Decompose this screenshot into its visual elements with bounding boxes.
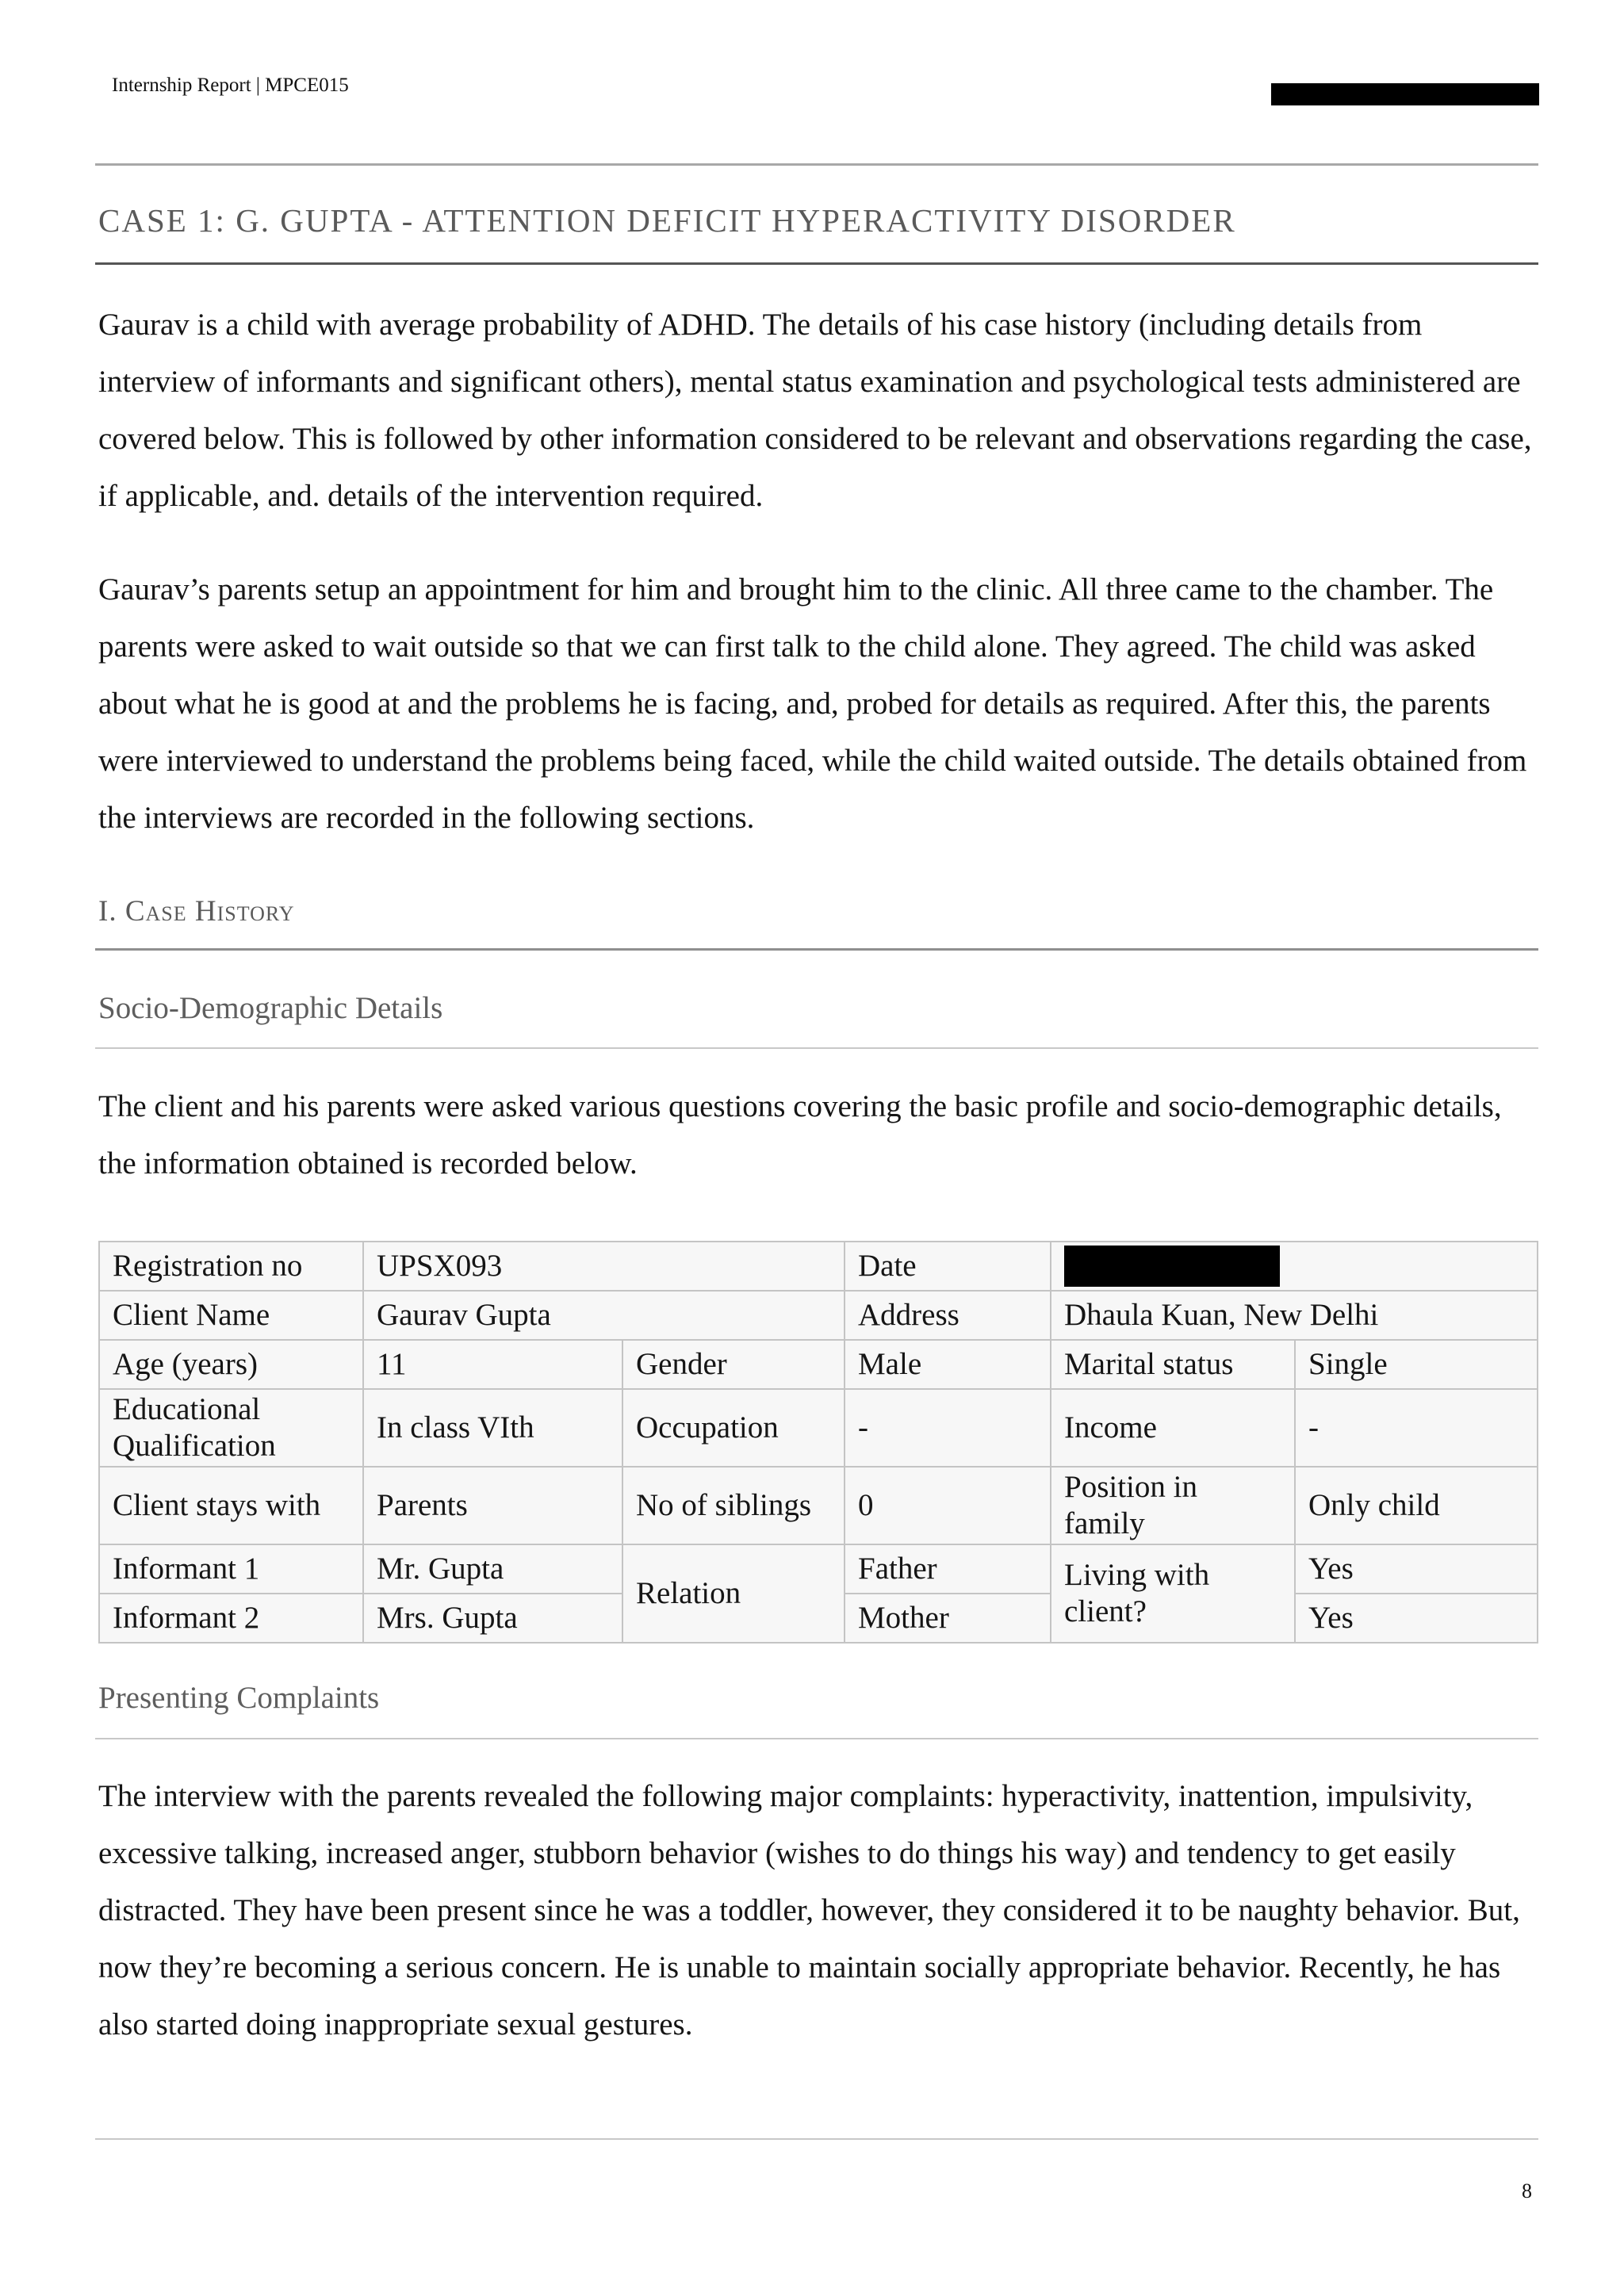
date-value bbox=[1051, 1242, 1538, 1291]
living-1-value: Yes bbox=[1295, 1544, 1538, 1594]
occupation-label: Occupation bbox=[622, 1389, 845, 1467]
presenting-complaints-paragraph: The interview with the parents revealed the following major complaints: hyperactivity, inattention, impulsivity, excessive talking, increased anger, stubborn behavior (wishes to do things his way) and tendency to get easily distracted. They have been present since he was a toddler, however, they considered it to be naughty behavior. But, now they’re becoming a serious concern. He is unable to maintain socially appropriate behavior. Recently, he has also started doing inappropriate sexual gestures. bbox=[98, 1779, 1520, 2042]
client-name-value: Gaurav Gupta bbox=[363, 1291, 845, 1340]
page-number: 8 bbox=[1522, 2179, 1532, 2202]
complaints-divider bbox=[95, 1738, 1538, 1739]
redacted-date-block bbox=[1064, 1246, 1280, 1287]
age-value: 11 bbox=[363, 1340, 622, 1389]
redacted-header-block bbox=[1271, 83, 1539, 105]
informant-1-label: Informant 1 bbox=[99, 1544, 363, 1594]
income-value: - bbox=[1295, 1389, 1538, 1467]
section-divider bbox=[95, 948, 1538, 951]
report-header-title: Internship Report | MPCE015 bbox=[112, 75, 349, 96]
education-label: Educational Qualification bbox=[99, 1389, 363, 1467]
family-position-label: Position in family bbox=[1051, 1467, 1295, 1544]
income-label: Income bbox=[1051, 1389, 1295, 1467]
education-value: In class VIth bbox=[363, 1389, 622, 1467]
informant-2-label: Informant 2 bbox=[99, 1594, 363, 1643]
header-divider bbox=[95, 163, 1538, 166]
registration-label: Registration no bbox=[99, 1242, 363, 1291]
registration-value: UPSX093 bbox=[363, 1242, 845, 1291]
living-with-client-label: Living with client? bbox=[1051, 1544, 1295, 1643]
table-row bbox=[99, 1389, 1538, 1467]
table-row bbox=[99, 1544, 1538, 1594]
gender-value: Male bbox=[845, 1340, 1051, 1389]
socio-demographic-table bbox=[98, 1241, 1538, 1644]
siblings-label: No of siblings bbox=[622, 1467, 845, 1544]
footer-divider bbox=[95, 2138, 1538, 2140]
marital-status-label: Marital status bbox=[1051, 1340, 1295, 1389]
relation-2-value: Mother bbox=[845, 1594, 1051, 1643]
client-stays-label: Client stays with bbox=[99, 1467, 363, 1544]
section-heading-case-history: I. Case History bbox=[98, 895, 295, 928]
intro-paragraph-1: Gaurav is a child with average probability of ADHD. The details of his case history (including details from interview of informants and significant others), mental status examination and psychological tests administered are covered below. This is followed by other information considered to be relevant and observations regarding the case, if applicable, and. details of the intervention required. bbox=[98, 308, 1532, 513]
client-name-label: Client Name bbox=[99, 1291, 363, 1340]
date-label: Date bbox=[845, 1242, 1051, 1291]
living-2-value: Yes bbox=[1295, 1594, 1538, 1643]
age-label: Age (years) bbox=[99, 1340, 363, 1389]
case-title: CASE 1: G. GUPTA - ATTENTION DEFICIT HYPERACTIVITY DISORDER bbox=[98, 202, 1236, 239]
occupation-value: - bbox=[845, 1389, 1051, 1467]
family-position-value: Only child bbox=[1295, 1467, 1538, 1544]
subheading-presenting-complaints: Presenting Complaints bbox=[98, 1681, 380, 1715]
socio-demographic-paragraph: The client and his parents were asked various questions covering the basic profile and socio-demographic details, the information obtained is recorded below. bbox=[98, 1089, 1502, 1181]
intro-paragraph-2: Gaurav’s parents setup an appointment for him and brought him to the clinic. All three came to the chamber. The parents were asked to wait outside so that we can first talk to the child alone. They agreed. The child was asked about what he is good at and the problems he is facing, and, probed for details as required. After this, the parents were interviewed to understand the problems being faced, while the child waited outside. The details obtained from the interviews are recorded in the following sections. bbox=[98, 572, 1527, 835]
siblings-value: 0 bbox=[845, 1467, 1051, 1544]
table-row bbox=[99, 1242, 1538, 1291]
gender-label: Gender bbox=[622, 1340, 845, 1389]
relation-label: Relation bbox=[622, 1544, 845, 1643]
subheading-socio-demographic: Socio-Demographic Details bbox=[98, 991, 443, 1025]
informant-2-value: Mrs. Gupta bbox=[363, 1594, 622, 1643]
subheading-divider bbox=[95, 1047, 1538, 1049]
informant-1-value: Mr. Gupta bbox=[363, 1544, 622, 1594]
client-stays-value: Parents bbox=[363, 1467, 622, 1544]
case-title-divider bbox=[95, 262, 1538, 265]
table-row bbox=[99, 1291, 1538, 1340]
table-row bbox=[99, 1340, 1538, 1389]
marital-status-value: Single bbox=[1295, 1340, 1538, 1389]
address-label: Address bbox=[845, 1291, 1051, 1340]
relation-1-value: Father bbox=[845, 1544, 1051, 1594]
address-value: Dhaula Kuan, New Delhi bbox=[1051, 1291, 1538, 1340]
table-row bbox=[99, 1467, 1538, 1544]
